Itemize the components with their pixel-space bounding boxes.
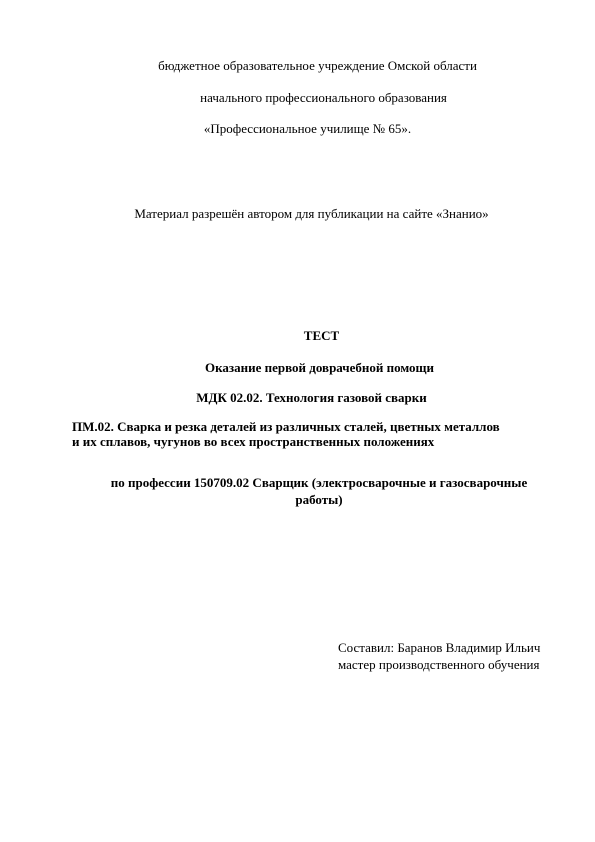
profession-line-2: работы) — [295, 492, 343, 507]
author-info — [338, 639, 578, 673]
course-module: МДК 02.02. Технология газовой сварки — [196, 390, 427, 405]
institution-type: бюджетное образовательное учреждение Омской области — [158, 58, 477, 73]
institution-name: «Профессиональное училище № 65». — [203, 121, 412, 136]
document-title: ТЕСТ — [303, 328, 340, 343]
professional-module — [72, 419, 552, 449]
profession-line-1: по профессии 150709.02 Сварщик (электросварочные и газосварочные — [110, 475, 528, 490]
author-name: Составил: Баранов Владимир Ильич — [338, 640, 541, 655]
profession — [80, 474, 558, 508]
professional-module-line-2: и их сплавов, чугунов во всех пространственных положениях — [72, 434, 435, 449]
publication-permission: Материал разрешён автором для публикации на сайте «Знанио» — [134, 206, 489, 221]
test-subject: Оказание первой доврачебной помощи — [205, 360, 434, 375]
author-position: мастер производственного обучения — [338, 657, 540, 672]
institution-level: начального профессионального образования — [200, 90, 447, 105]
professional-module-line-1: ПМ.02. Сварка и резка деталей из различных сталей, цветных металлов — [72, 419, 500, 434]
